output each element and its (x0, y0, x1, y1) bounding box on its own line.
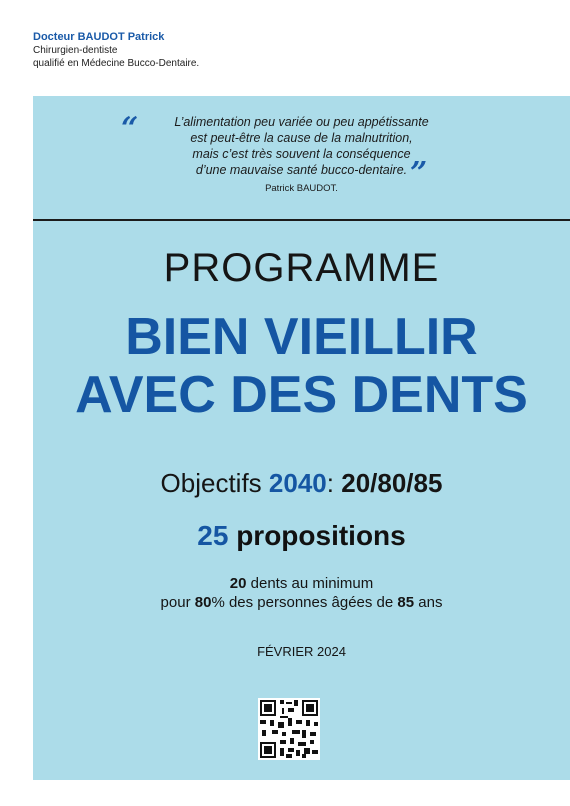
qr-code-icon[interactable] (258, 698, 320, 760)
author-name: Docteur BAUDOT Patrick (33, 31, 165, 43)
main-title-line-2: AVEC DES DENTS (75, 366, 528, 424)
publication-date: FÉVRIER 2024 (257, 644, 346, 659)
goal-line-2 (33, 593, 570, 612)
propositions-count: 25 (197, 520, 229, 551)
goal-text-2: pour (160, 594, 195, 611)
open-quote-icon: “ (121, 111, 139, 146)
goal-number-teeth: 20 (229, 575, 247, 592)
goal-line-1 (33, 574, 570, 593)
quote-line-3: mais c’est très souvent la conséquence (192, 147, 411, 161)
goal-number-percent: 80 (194, 594, 212, 611)
cover-panel (33, 96, 570, 780)
author-profession: Chirurgien-dentiste (33, 45, 118, 56)
programme-label: PROGRAMME (163, 246, 440, 290)
quote-attribution: Patrick BAUDOT. (265, 183, 338, 194)
goal-number-age: 85 (397, 594, 415, 611)
author-block (33, 31, 199, 70)
propositions-label: propositions (236, 520, 406, 551)
divider-line (33, 219, 570, 221)
objectives-separator: : (326, 468, 334, 498)
close-quote-icon: ” (410, 156, 428, 191)
objectives-year: 2040 (268, 468, 327, 498)
main-title (33, 308, 570, 424)
author-qualification: qualifié en Médecine Bucco-Dentaire. (33, 58, 200, 69)
quote-block (33, 111, 570, 194)
objectives-line (33, 468, 570, 499)
goal-text-3: % des personnes âgées de (211, 594, 398, 611)
goal-text-1: dents au minimum (246, 575, 374, 592)
goal-text (33, 574, 570, 612)
quote-line-1: L’alimentation peu variée ou peu appétissante (174, 115, 429, 129)
propositions-line (33, 520, 570, 552)
main-title-line-1: BIEN VIEILLIR (125, 308, 478, 366)
objectives-numbers: 20/80/85 (341, 468, 443, 498)
goal-text-4: ans (414, 594, 443, 611)
objectives-prefix: Objectifs (160, 468, 262, 498)
quote-line-4: d’une mauvaise santé bucco-dentaire. (195, 163, 408, 177)
quote-line-2: est peut-être la cause de la malnutrition, (190, 131, 413, 145)
